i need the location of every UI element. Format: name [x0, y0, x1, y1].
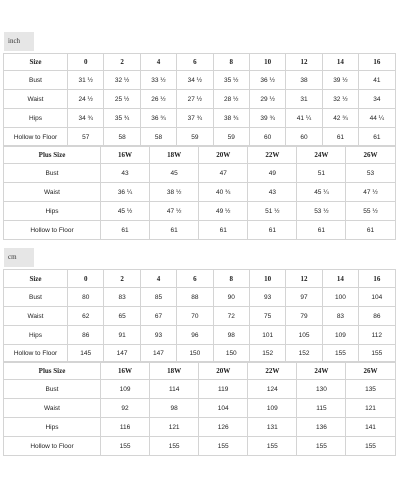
- row-label: Hollow to Floor: [4, 345, 68, 363]
- table-cell: 155: [101, 437, 150, 456]
- table-row: [4, 326, 396, 345]
- table-cell: 39 ½: [322, 71, 358, 90]
- table-cell: 109: [322, 326, 358, 345]
- table-row: [4, 345, 396, 363]
- header-cell: 16: [359, 270, 395, 288]
- header-cell: 24W: [297, 146, 346, 164]
- table-cell: 101: [249, 326, 285, 345]
- table-cell: 55 ½: [346, 202, 395, 221]
- table-cell: 29 ½: [249, 90, 285, 109]
- unit-label-inch: inch: [4, 32, 34, 51]
- table-cell: 51: [297, 164, 346, 183]
- table-cell: 45 ¼: [297, 183, 346, 202]
- table-cell: 26 ½: [140, 90, 176, 109]
- header-cell: 16: [359, 54, 395, 71]
- table-row: [4, 288, 396, 307]
- table-cell: 37 ¾: [177, 109, 213, 128]
- table-cell: 131: [248, 418, 297, 437]
- table-cell: 47 ½: [150, 202, 199, 221]
- table-cell: 62: [68, 307, 104, 326]
- row-label: Hollow to Floor: [4, 437, 101, 456]
- table-cell: 49: [248, 164, 297, 183]
- table-cell: 40 ¾: [199, 183, 248, 202]
- table-cell: 45 ½: [101, 202, 150, 221]
- table-cell: 35 ½: [213, 71, 249, 90]
- table-row: [4, 183, 396, 202]
- table-cell: 53 ½: [297, 202, 346, 221]
- header-cell: 6: [177, 270, 213, 288]
- unit-label-cm: cm: [4, 248, 34, 267]
- header-cell: 8: [213, 270, 249, 288]
- table-cell: 59: [177, 128, 213, 147]
- table-cell: 155: [322, 345, 358, 363]
- table-cell: 155: [346, 437, 395, 456]
- table-cell: 91: [104, 326, 140, 345]
- header-cell: 2: [104, 270, 140, 288]
- header-cell: 20W: [199, 146, 248, 164]
- table-cell: 135: [346, 380, 395, 399]
- table-cell: 61: [322, 128, 358, 147]
- table-cell: 35 ¾: [104, 109, 140, 128]
- row-label: Bust: [4, 164, 101, 183]
- table-cell: 34 ½: [177, 71, 213, 90]
- table-cell: 97: [286, 288, 322, 307]
- row-label: Hips: [4, 109, 68, 128]
- header-cell: 24W: [297, 362, 346, 380]
- table-cell: 86: [68, 326, 104, 345]
- header-cell: 4: [140, 54, 176, 71]
- header-cell: 16W: [101, 362, 150, 380]
- table-cell: 121: [346, 399, 395, 418]
- inch-plus-size-table: [3, 145, 396, 240]
- table-cell: 61: [359, 128, 395, 147]
- table-cell: 147: [104, 345, 140, 363]
- table-cell: 58: [140, 128, 176, 147]
- header-cell: 18W: [150, 362, 199, 380]
- table-cell: 98: [213, 326, 249, 345]
- table-cell: 34: [359, 90, 395, 109]
- table-cell: 104: [359, 288, 395, 307]
- header-cell: 6: [177, 54, 213, 71]
- table-cell: 61: [101, 221, 150, 240]
- table-cell: 98: [150, 399, 199, 418]
- table-cell: 114: [150, 380, 199, 399]
- table-cell: 61: [150, 221, 199, 240]
- header-cell: Plus Size: [4, 146, 101, 164]
- table-row: [4, 307, 396, 326]
- table-cell: 47: [199, 164, 248, 183]
- table-cell: 85: [140, 288, 176, 307]
- table-cell: 100: [322, 288, 358, 307]
- table-cell: 43: [101, 164, 150, 183]
- table-cell: 47 ½: [346, 183, 395, 202]
- table-header-row: [4, 362, 396, 380]
- header-cell: 8: [213, 54, 249, 71]
- row-label: Bust: [4, 288, 68, 307]
- table-cell: 36 ¾: [140, 109, 176, 128]
- table-row: [4, 418, 396, 437]
- header-cell: 26W: [346, 146, 395, 164]
- row-label: Hips: [4, 202, 101, 221]
- table-row: [4, 128, 396, 147]
- table-cell: 36 ½: [249, 71, 285, 90]
- table-cell: 42 ¾: [322, 109, 358, 128]
- table-row: [4, 380, 396, 399]
- table-cell: 38 ¾: [213, 109, 249, 128]
- table-cell: 105: [286, 326, 322, 345]
- row-label: Waist: [4, 307, 68, 326]
- header-cell: 16W: [101, 146, 150, 164]
- row-label: Hips: [4, 326, 68, 345]
- table-cell: 36 ¼: [101, 183, 150, 202]
- row-label: Hollow to Floor: [4, 128, 68, 147]
- table-cell: 121: [150, 418, 199, 437]
- table-cell: 28 ½: [213, 90, 249, 109]
- table-cell: 61: [199, 221, 248, 240]
- table-cell: 61: [297, 221, 346, 240]
- header-cell: 22W: [248, 146, 297, 164]
- table-cell: 112: [359, 326, 395, 345]
- table-cell: 27 ½: [177, 90, 213, 109]
- table-cell: 31: [286, 90, 322, 109]
- table-cell: 152: [249, 345, 285, 363]
- header-cell: 0: [68, 270, 104, 288]
- table-cell: 116: [101, 418, 150, 437]
- table-cell: 51 ½: [248, 202, 297, 221]
- table-cell: 115: [297, 399, 346, 418]
- inch-standard-size-table: [3, 53, 396, 147]
- table-cell: 92: [101, 399, 150, 418]
- header-cell: 26W: [346, 362, 395, 380]
- table-cell: 150: [177, 345, 213, 363]
- table-cell: 58: [104, 128, 140, 147]
- table-cell: 104: [199, 399, 248, 418]
- table-cell: 41 ¼: [286, 109, 322, 128]
- table-cell: 124: [248, 380, 297, 399]
- table-cell: 126: [199, 418, 248, 437]
- table-cell: 83: [104, 288, 140, 307]
- table-row: [4, 437, 396, 456]
- table-cell: 34 ¾: [68, 109, 104, 128]
- table-cell: 155: [150, 437, 199, 456]
- table-row: [4, 71, 396, 90]
- table-cell: 32 ½: [104, 71, 140, 90]
- table-cell: 70: [177, 307, 213, 326]
- table-cell: 130: [297, 380, 346, 399]
- cm-plus-size-table: [3, 361, 396, 456]
- header-cell: 10: [249, 270, 285, 288]
- header-cell: Size: [4, 54, 68, 71]
- table-cell: 147: [140, 345, 176, 363]
- table-cell: 90: [213, 288, 249, 307]
- header-cell: 0: [68, 54, 104, 71]
- row-label: Hollow to Floor: [4, 221, 101, 240]
- table-header-row: [4, 270, 396, 288]
- table-cell: 67: [140, 307, 176, 326]
- table-cell: 155: [199, 437, 248, 456]
- table-header-row: [4, 146, 396, 164]
- table-cell: 109: [248, 399, 297, 418]
- header-cell: 4: [140, 270, 176, 288]
- table-cell: 60: [249, 128, 285, 147]
- table-cell: 155: [359, 345, 395, 363]
- table-cell: 38 ½: [150, 183, 199, 202]
- header-cell: 10: [249, 54, 285, 71]
- header-cell: 20W: [199, 362, 248, 380]
- header-cell: Size: [4, 270, 68, 288]
- cm-standard-size-table: [3, 269, 396, 363]
- table-cell: 60: [286, 128, 322, 147]
- table-cell: 79: [286, 307, 322, 326]
- header-cell: 14: [322, 54, 358, 71]
- table-cell: 41: [359, 71, 395, 90]
- header-cell: 14: [322, 270, 358, 288]
- table-cell: 59: [213, 128, 249, 147]
- table-cell: 80: [68, 288, 104, 307]
- table-cell: 86: [359, 307, 395, 326]
- table-cell: 45: [150, 164, 199, 183]
- table-cell: 155: [248, 437, 297, 456]
- table-cell: 65: [104, 307, 140, 326]
- row-label: Hips: [4, 418, 101, 437]
- table-header-row: [4, 54, 396, 71]
- table-cell: 61: [346, 221, 395, 240]
- header-cell: Plus Size: [4, 362, 101, 380]
- table-cell: 38: [286, 71, 322, 90]
- row-label: Waist: [4, 399, 101, 418]
- table-cell: 145: [68, 345, 104, 363]
- header-cell: 18W: [150, 146, 199, 164]
- table-cell: 44 ¼: [359, 109, 395, 128]
- header-cell: 2: [104, 54, 140, 71]
- table-cell: 83: [322, 307, 358, 326]
- table-row: [4, 399, 396, 418]
- table-cell: 75: [249, 307, 285, 326]
- table-cell: 141: [346, 418, 395, 437]
- table-cell: 109: [101, 380, 150, 399]
- table-cell: 61: [248, 221, 297, 240]
- table-cell: 32 ½: [322, 90, 358, 109]
- table-cell: 39 ¾: [249, 109, 285, 128]
- table-row: [4, 202, 396, 221]
- row-label: Bust: [4, 380, 101, 399]
- row-label: Waist: [4, 90, 68, 109]
- table-cell: 93: [140, 326, 176, 345]
- table-row: [4, 109, 396, 128]
- table-cell: 53: [346, 164, 395, 183]
- table-cell: 119: [199, 380, 248, 399]
- table-cell: 57: [68, 128, 104, 147]
- row-label: Waist: [4, 183, 101, 202]
- row-label: Bust: [4, 71, 68, 90]
- table-row: [4, 90, 396, 109]
- table-cell: 136: [297, 418, 346, 437]
- table-cell: 150: [213, 345, 249, 363]
- table-cell: 72: [213, 307, 249, 326]
- table-cell: 31 ½: [68, 71, 104, 90]
- header-cell: 22W: [248, 362, 297, 380]
- table-cell: 24 ½: [68, 90, 104, 109]
- table-cell: 155: [297, 437, 346, 456]
- table-row: [4, 221, 396, 240]
- table-row: [4, 164, 396, 183]
- table-cell: 152: [286, 345, 322, 363]
- header-cell: 12: [286, 270, 322, 288]
- table-cell: 49 ½: [199, 202, 248, 221]
- table-cell: 43: [248, 183, 297, 202]
- table-cell: 93: [249, 288, 285, 307]
- table-cell: 33 ½: [140, 71, 176, 90]
- header-cell: 12: [286, 54, 322, 71]
- table-cell: 88: [177, 288, 213, 307]
- table-cell: 96: [177, 326, 213, 345]
- table-cell: 25 ½: [104, 90, 140, 109]
